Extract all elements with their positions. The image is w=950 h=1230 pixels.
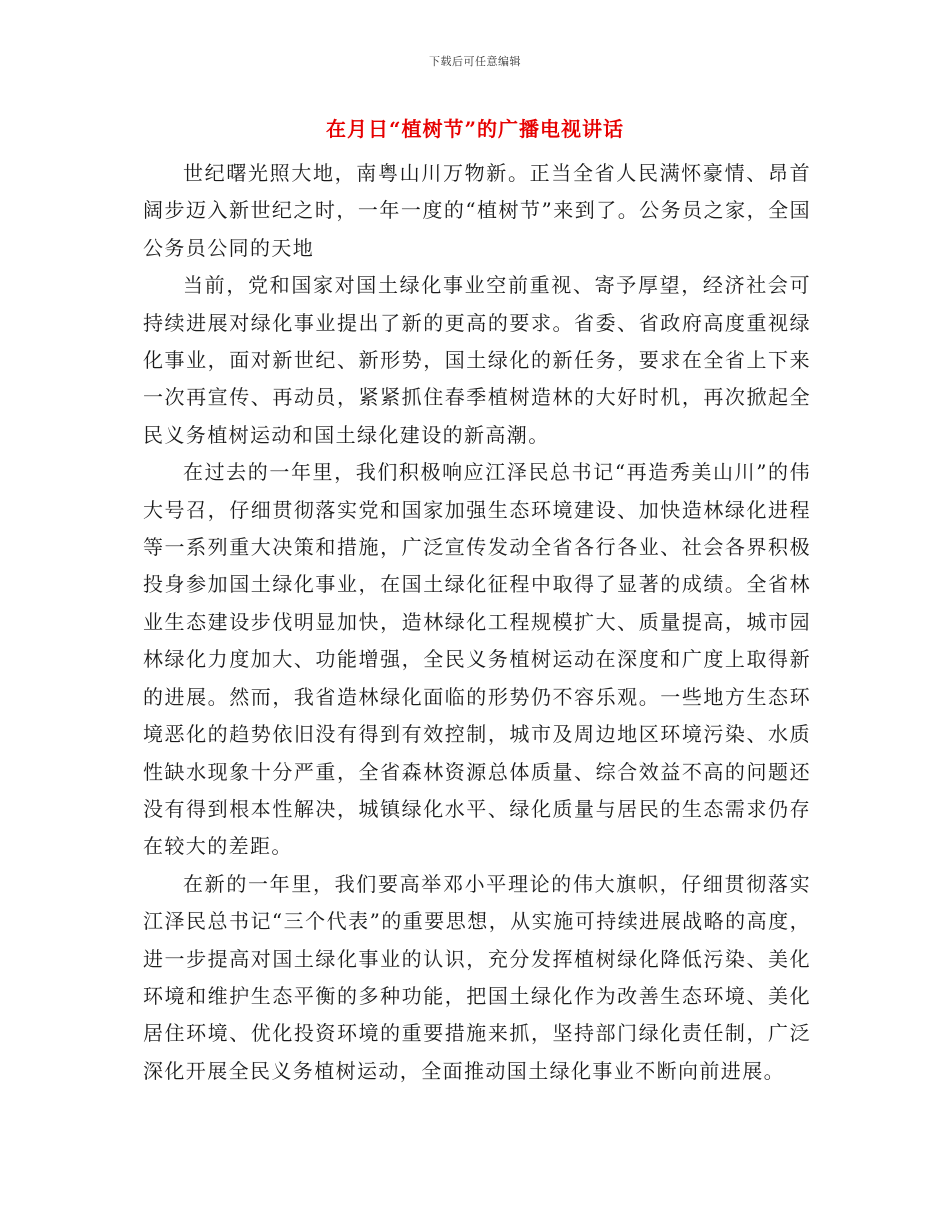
paragraph-3: 在过去的一年里，我们积极响应江泽民总书记“再造秀美山川”的伟大号召，仔细贯彻落实党和国家加强生态环境建设、加快造林绿化进程等一系列重大决策和措施，广泛宣传发动全省各行各业、社会各界积极投身参加国土绿化事业，在国土绿化征程中取得了显著的成绩。全省林业生态建设步伐明显加快，造林绿化工程规模扩大、质量提高，城市园林绿化力度加大、功能增强，全民义务植树运动在深度和广度上取得新的进展。然而，我省造林绿化面临的形势仍不容乐观。一些地方生态环境恶化的趋势依旧没有得到有效控制，城市及周边地区环境污染、水质性缺水现象十分严重，全省森林资源总体质量、综合效益不高的问题还没有得到根本性解决，城镇绿化水平、绿化质量与居民的生态需求仍存在较大的差距。	[143, 460, 811, 859]
paragraph-1: 世纪曙光照大地，南粤山川万物新。正当全省人民满怀豪情、昂首阔步迈入新世纪之时，一年一度的“植树节”来到了。公务员之家，全国公务员公同的天地	[143, 161, 811, 260]
document-title: 在月日“植树节”的广播电视讲话	[325, 117, 624, 141]
header-note: 下载后可任意编辑	[429, 55, 521, 68]
paragraph-2: 当前，党和国家对国土绿化事业空前重视、寄予厚望，经济社会可持续进展对绿化事业提出了新的更高的要求。省委、省政府高度重视绿化事业，面对新世纪、新形势，国土绿化的新任务，要求在全省上下来一次再宣传、再动员，紧紧抓住春季植树造林的大好时机，再次掀起全民义务植树运动和国土绿化建设的新高潮。	[143, 273, 811, 447]
paragraph-4: 在新的一年里，我们要高举邓小平理论的伟大旗帜，仔细贯彻落实江泽民总书记“三个代表”的重要思想，从实施可持续进展战略的高度，进一步提高对国土绿化事业的认识，充分发挥植树绿化降低污染、美化环境和维护生态平衡的多种功能，把国土绿化作为改善生态环境、美化居住环境、优化投资环境的重要措施来抓，坚持部门绿化责任制，广泛深化开展全民义务植树运动，全面推动国土绿化事业不断向前进展。	[143, 871, 811, 1083]
document-body	[143, 155, 811, 1090]
